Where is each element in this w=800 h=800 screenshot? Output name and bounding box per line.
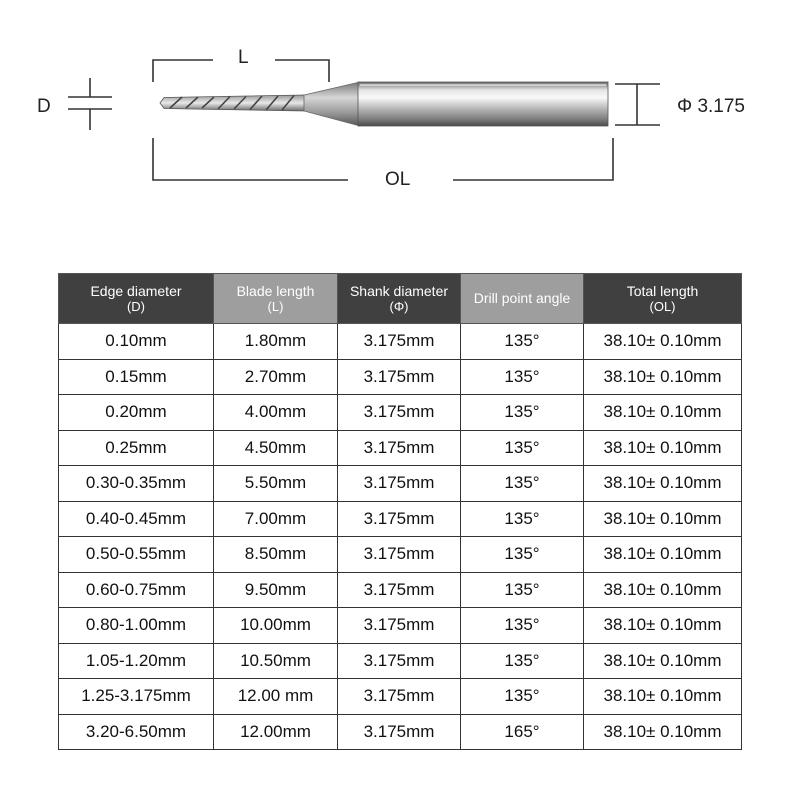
shank-diameter-cell: 3.175mm: [338, 395, 461, 431]
table-row: [59, 679, 742, 715]
header-title: Drill point angle: [473, 290, 571, 306]
table-row: [59, 430, 742, 466]
point-angle-cell: 135°: [461, 359, 584, 395]
edge-diameter-cell: 0.15mm: [59, 359, 214, 395]
shank-diameter-cell: 3.175mm: [338, 572, 461, 608]
shank-diameter-cell: 3.175mm: [338, 501, 461, 537]
point-angle-cell: 135°: [461, 430, 584, 466]
shank-diameter-label: Φ 3.175: [677, 96, 745, 117]
drill-flute: [160, 95, 305, 111]
table-row: [59, 501, 742, 537]
edge-diameter-cell: 0.60-0.75mm: [59, 572, 214, 608]
table-header-row: [59, 274, 742, 324]
blade-length-cell: 5.50mm: [214, 466, 338, 502]
blade-length-cell: 1.80mm: [214, 324, 338, 360]
total-length-cell: 38.10± 0.10mm: [584, 572, 742, 608]
shank-diameter-marker: [615, 84, 660, 125]
shank-diameter-cell: 3.175mm: [338, 324, 461, 360]
header-shank-diameter: [338, 274, 461, 324]
table-row: [59, 466, 742, 502]
edge-diameter-cell: 0.25mm: [59, 430, 214, 466]
edge-diameter-label: D: [37, 96, 51, 117]
total-length-cell: 38.10± 0.10mm: [584, 643, 742, 679]
table-row: [59, 537, 742, 573]
point-angle-cell: 135°: [461, 572, 584, 608]
specification-table: [58, 273, 742, 750]
total-length-cell: 38.10± 0.10mm: [584, 679, 742, 715]
point-angle-cell: 135°: [461, 395, 584, 431]
point-angle-cell: 135°: [461, 643, 584, 679]
drill-cone: [304, 82, 360, 126]
blade-length-cell: 7.00mm: [214, 501, 338, 537]
point-angle-cell: 135°: [461, 537, 584, 573]
total-length-cell: 38.10± 0.10mm: [584, 359, 742, 395]
overall-length-bracket: [153, 138, 613, 180]
blade-length-cell: 10.00mm: [214, 608, 338, 644]
header-sub: (L): [267, 298, 284, 314]
table-row: [59, 572, 742, 608]
blade-length-cell: 2.70mm: [214, 359, 338, 395]
blade-length-cell: 9.50mm: [214, 572, 338, 608]
blade-length-cell: 12.00 mm: [214, 679, 338, 715]
shank-diameter-cell: 3.175mm: [338, 466, 461, 502]
table-row: [59, 608, 742, 644]
total-length-cell: 38.10± 0.10mm: [584, 324, 742, 360]
header-drill-point-angle: [461, 274, 584, 324]
table-row: [59, 643, 742, 679]
header-edge-diameter: [59, 274, 214, 324]
header-title: Blade length: [236, 282, 315, 299]
edge-diameter-cell: 0.50-0.55mm: [59, 537, 214, 573]
blade-length-cell: 12.00mm: [214, 714, 338, 750]
shank-diameter-cell: 3.175mm: [338, 643, 461, 679]
blade-length-cell: 8.50mm: [214, 537, 338, 573]
header-title: Edge diameter: [90, 282, 182, 299]
point-angle-cell: 135°: [461, 501, 584, 537]
total-length-cell: 38.10± 0.10mm: [584, 501, 742, 537]
drill-bit-diagram: [0, 0, 800, 230]
table-body: [59, 324, 742, 750]
point-angle-cell: 135°: [461, 679, 584, 715]
total-length-cell: 38.10± 0.10mm: [584, 395, 742, 431]
shank-diameter-cell: 3.175mm: [338, 359, 461, 395]
table-row: [59, 714, 742, 750]
edge-diameter-cell: 1.25-3.175mm: [59, 679, 214, 715]
edge-diameter-marker: [68, 78, 112, 130]
total-length-cell: 38.10± 0.10mm: [584, 430, 742, 466]
edge-diameter-cell: 3.20-6.50mm: [59, 714, 214, 750]
blade-length-cell: 4.00mm: [214, 395, 338, 431]
header-title: Total length: [626, 282, 699, 299]
edge-diameter-cell: 1.05-1.20mm: [59, 643, 214, 679]
blade-length-cell: 4.50mm: [214, 430, 338, 466]
shank-diameter-cell: 3.175mm: [338, 608, 461, 644]
edge-diameter-cell: 0.20mm: [59, 395, 214, 431]
header-blade-length: [214, 274, 338, 324]
total-length-cell: 38.10± 0.10mm: [584, 537, 742, 573]
blade-length-label: L: [238, 47, 249, 68]
shank-diameter-cell: 3.175mm: [338, 679, 461, 715]
header-sub: (Φ): [389, 298, 409, 314]
drill-shank: [358, 82, 608, 126]
total-length-cell: 38.10± 0.10mm: [584, 714, 742, 750]
total-length-cell: 38.10± 0.10mm: [584, 466, 742, 502]
header-title: Shank diameter: [349, 282, 449, 299]
point-angle-cell: 165°: [461, 714, 584, 750]
point-angle-cell: 135°: [461, 324, 584, 360]
total-length-cell: 38.10± 0.10mm: [584, 608, 742, 644]
overall-length-label: OL: [385, 169, 411, 190]
edge-diameter-cell: 0.10mm: [59, 324, 214, 360]
header-sub: (OL): [649, 298, 676, 314]
shank-diameter-cell: 3.175mm: [338, 430, 461, 466]
blade-length-cell: 10.50mm: [214, 643, 338, 679]
shank-diameter-cell: 3.175mm: [338, 714, 461, 750]
table-row: [59, 359, 742, 395]
edge-diameter-cell: 0.40-0.45mm: [59, 501, 214, 537]
edge-diameter-cell: 0.80-1.00mm: [59, 608, 214, 644]
table-row: [59, 395, 742, 431]
point-angle-cell: 135°: [461, 608, 584, 644]
edge-diameter-cell: 0.30-0.35mm: [59, 466, 214, 502]
point-angle-cell: 135°: [461, 466, 584, 502]
header-sub: (D): [126, 298, 146, 314]
header-total-length: [584, 274, 742, 324]
shank-diameter-cell: 3.175mm: [338, 537, 461, 573]
table-row: [59, 324, 742, 360]
